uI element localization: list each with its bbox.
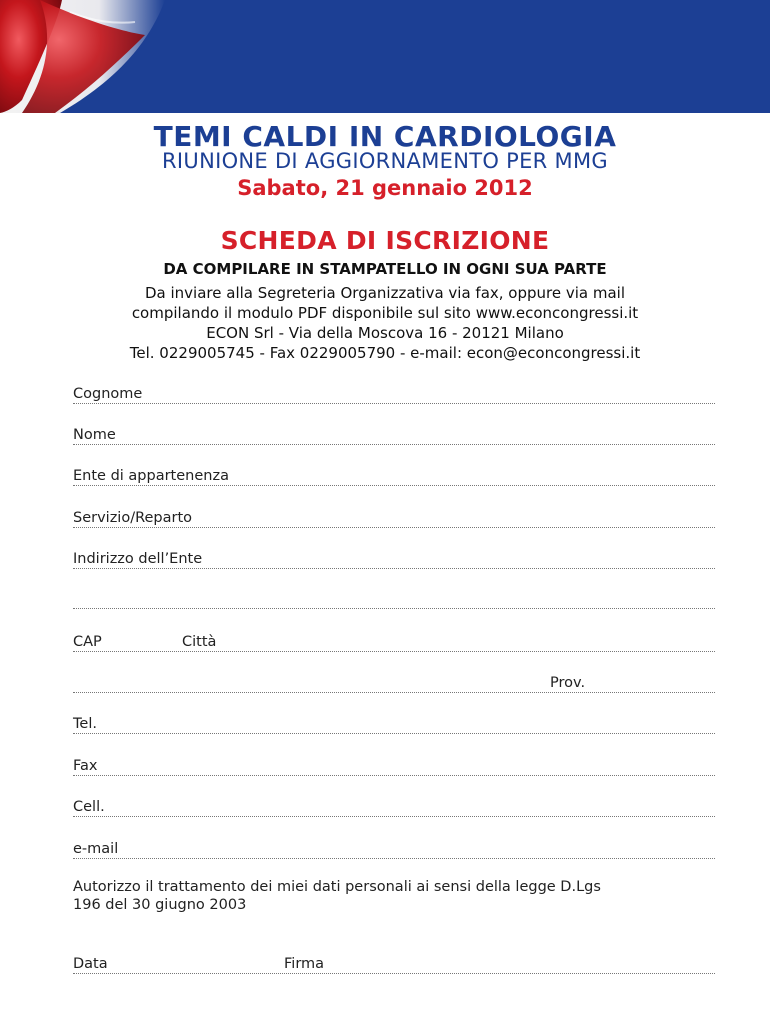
info-line: compilando il modulo PDF disponibile sul sito www.econcongressi.it xyxy=(131,304,639,322)
data-label: Data xyxy=(73,956,108,972)
privacy-consent xyxy=(73,878,723,914)
email-label: e-mail xyxy=(73,841,119,857)
fax-label: Fax xyxy=(73,758,98,774)
page-subtitle: RIUNIONE DI AGGIORNAMENTO PER MMG xyxy=(162,149,608,173)
info-line: Tel. 0229005745 - Fax 0229005790 - e-mail: econ@econcongressi.it xyxy=(129,344,641,362)
consent-line: 196 del 30 giugno 2003 xyxy=(73,897,247,913)
cell-field[interactable] xyxy=(73,796,715,817)
firma-label: Firma xyxy=(284,956,325,972)
prov-label: Prov. xyxy=(550,675,586,691)
servizio-field[interactable] xyxy=(73,507,715,528)
tel-label: Tel. xyxy=(73,716,97,732)
prov-field[interactable] xyxy=(73,672,715,693)
nome-field[interactable] xyxy=(73,424,715,445)
servizio-label: Servizio/Reparto xyxy=(73,510,193,526)
tel-field[interactable] xyxy=(73,713,715,734)
cognome-field[interactable] xyxy=(73,383,715,404)
event-date: Sabato, 21 gennaio 2012 xyxy=(237,176,533,200)
cap-label: CAP xyxy=(73,634,102,650)
cognome-label: Cognome xyxy=(73,386,143,402)
indirizzo-label: Indirizzo dell’Ente xyxy=(73,551,203,567)
heart-image xyxy=(0,0,250,113)
nome-label: Nome xyxy=(73,427,116,443)
consent-line: Autorizzo il trattamento dei miei dati personali ai sensi della legge D.Lgs xyxy=(73,879,601,895)
email-field[interactable] xyxy=(73,838,715,859)
ente-field[interactable] xyxy=(73,465,715,486)
citta-label: Città xyxy=(182,634,217,650)
fax-field[interactable] xyxy=(73,755,715,776)
form-instruction: DA COMPILARE IN STAMPATELLO IN OGNI SUA PARTE xyxy=(163,260,607,278)
ente-label: Ente di appartenenza xyxy=(73,468,229,484)
indirizzo-line-2[interactable] xyxy=(73,588,715,609)
cap-citta-field[interactable] xyxy=(73,631,715,652)
cell-label: Cell. xyxy=(73,799,105,815)
contact-info xyxy=(0,283,770,363)
data-firma-field[interactable] xyxy=(73,953,715,974)
form-title: SCHEDA DI ISCRIZIONE xyxy=(220,226,550,255)
header-banner xyxy=(0,0,770,113)
indirizzo-field[interactable] xyxy=(73,548,715,569)
info-line: Da inviare alla Segreteria Organizzativa via fax, oppure via mail xyxy=(145,284,625,302)
info-line: ECON Srl - Via della Moscova 16 - 20121 Milano xyxy=(206,324,564,342)
page-title: TEMI CALDI IN CARDIOLOGIA xyxy=(153,120,617,153)
